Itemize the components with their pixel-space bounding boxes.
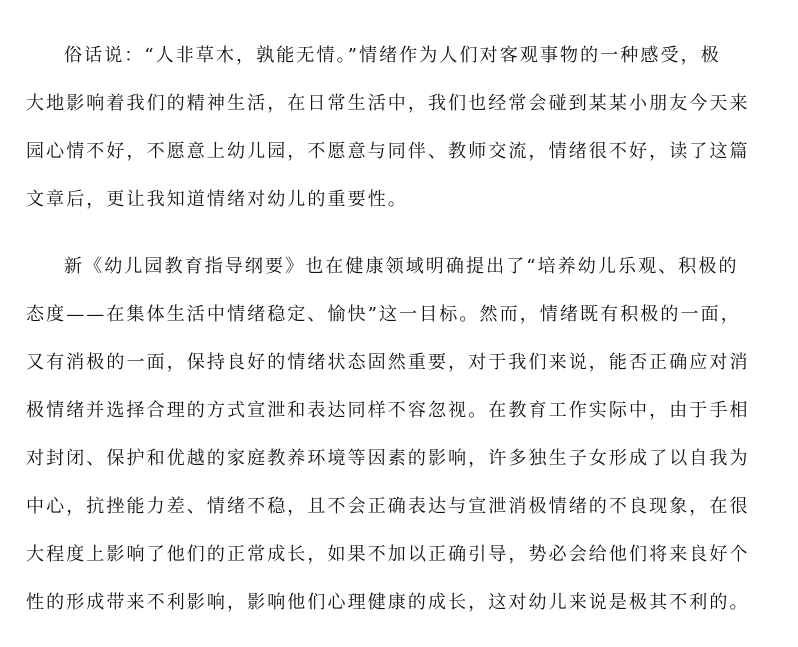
paragraph-2-line-2: 态度——在集体生活中情绪稳定、愉快”这一目标。然而，情绪既有积极的一面， (26, 304, 741, 325)
paragraph-2-line-5: 对封闭、保护和优越的家庭教养环境等因素的影响，许多独生子女形成了以自我为 (26, 448, 750, 469)
paragraph-1-line-3: 园心情不好，不愿意上幼儿园，不愿意与同伴、教师交流，情绪很不好，读了这篇 (26, 141, 750, 162)
paragraph-1-line-4: 文章后，更让我知道情绪对幼儿的重要性。 (26, 189, 408, 210)
paragraph-2 (26, 243, 798, 627)
paragraph-2-line-7: 大程度上影响了他们的正常成长，如果不加以正确引导，势必会给他们将来良好个 (26, 544, 750, 565)
paragraph-1-line-2: 大地影响着我们的精神生活，在日常生活中，我们也经常会碰到某某小朋友今天来 (26, 93, 750, 114)
paragraph-2-line-1: 新《幼儿园教育指导纲要》也在健康领域明确提出了“培养幼儿乐观、积极的 (64, 256, 739, 277)
paragraph-1-line-1: 俗话说：“人非草木，孰能无情。”情绪作为人们对客观事物的一种感受，极 (64, 45, 721, 66)
paragraph-2-line-4: 极情绪并选择合理的方式宣泄和表达同样不容忽视。在教育工作实际中，由于手相 (26, 400, 750, 421)
paragraph-1 (26, 32, 798, 224)
paragraph-2-line-6: 中心，抗挫能力差、情绪不稳，且不会正确表达与宣泄消极情绪的不良现象，在很 (26, 496, 750, 517)
paragraph-2-line-8: 性的形成带来不利影响，影响他们心理健康的成长，这对幼儿来说是极其不利的。 (26, 592, 750, 613)
paragraph-2-line-3: 又有消极的一面，保持良好的情绪状态固然重要，对于我们来说，能否正确应对消 (26, 352, 750, 373)
